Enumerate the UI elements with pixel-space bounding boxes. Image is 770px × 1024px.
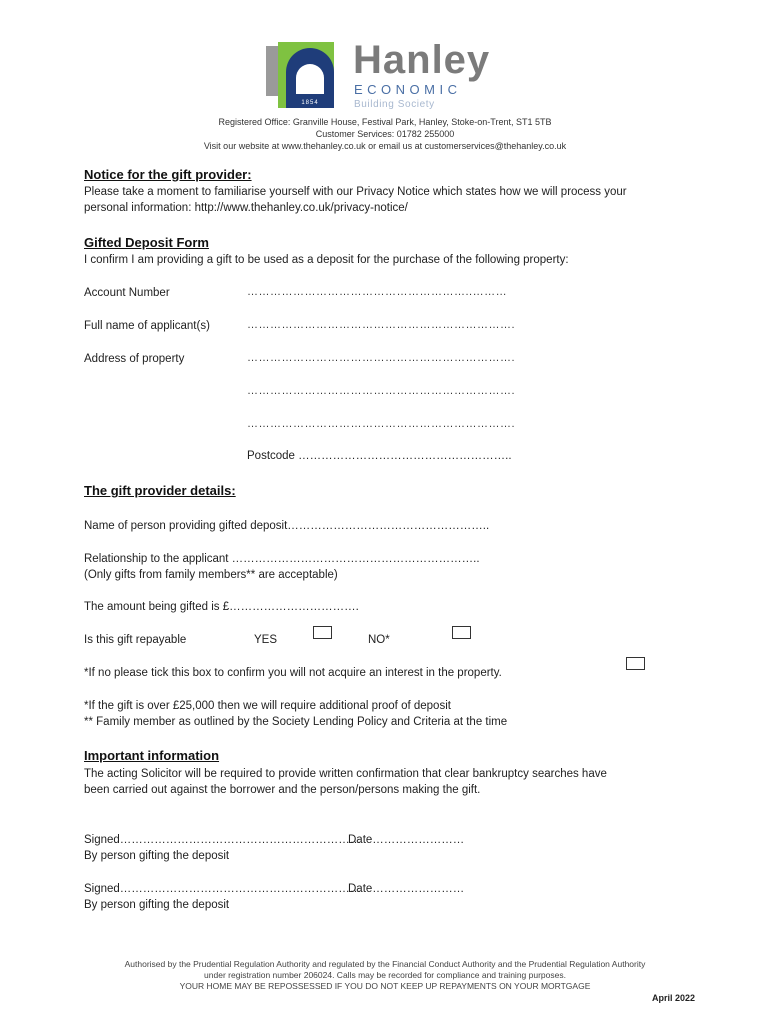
signature-field-1[interactable]: Signed……………………………………………………… xyxy=(84,834,362,846)
yes-checkbox[interactable] xyxy=(313,626,332,639)
form-intro: I confirm I am providing a gift to be used as a deposit for the purchase of the following property: xyxy=(84,254,569,266)
family-member-note: ** Family member as outlined by the Society Lending Policy and Criteria at the time xyxy=(84,716,508,728)
over-limit-note: *If the gift is over £25,000 then we will require additional proof of deposit xyxy=(84,700,451,712)
important-line-1: The acting Solicitor will be required to provide written confirmation that clear bankruptcy searches have xyxy=(84,768,607,780)
notice-heading: Notice for the gift provider: xyxy=(84,167,252,182)
no-interest-checkbox[interactable] xyxy=(626,657,645,670)
logo-economic: ECONOMIC xyxy=(354,82,462,97)
signature-date-field-2[interactable]: Date…………………… xyxy=(348,883,465,895)
property-address-field-2[interactable]: ……………………………………………………………. xyxy=(247,385,516,397)
account-number-label: Account Number xyxy=(84,287,170,299)
signature-date-field-1[interactable]: Date…………………… xyxy=(348,834,465,846)
important-heading: Important information xyxy=(84,748,220,763)
hanley-arch-logo-icon xyxy=(266,42,336,108)
signature-field-2[interactable]: Signed……………………………………………………… xyxy=(84,883,362,895)
no-label: NO* xyxy=(368,634,390,646)
repayable-label: Is this gift repayable xyxy=(84,634,187,646)
property-address-label: Address of property xyxy=(84,353,185,365)
property-address-field-3[interactable]: ……………………………………………………………. xyxy=(247,418,516,430)
postcode-field[interactable]: Postcode ……………………………………………….. xyxy=(247,450,512,462)
relationship-field[interactable]: Relationship to the applicant ……………………………………………………….. xyxy=(84,553,480,565)
customer-services: Customer Services: 01782 255000 xyxy=(315,129,455,139)
notice-line-2[interactable]: personal information: http://www.thehanley.co.uk/privacy-notice/ xyxy=(84,202,408,214)
logo-year: 1854 xyxy=(301,100,319,106)
provider-heading: The gift provider details: xyxy=(84,483,236,498)
applicant-name-field[interactable]: ……………………………………………………………. xyxy=(247,319,516,331)
form-heading: Gifted Deposit Form xyxy=(84,235,209,250)
applicant-name-label: Full name of applicant(s) xyxy=(84,320,210,332)
property-address-field-1[interactable]: ……………………………………………………………. xyxy=(247,352,516,364)
important-line-2: been carried out against the borrower and the person/persons making the gift. xyxy=(84,784,481,796)
gift-amount-field[interactable]: The amount being gifted is £……………………………. xyxy=(84,601,359,613)
provider-name-field[interactable]: Name of person providing gifted deposit…………………………………………….. xyxy=(84,520,490,532)
yes-label: YES xyxy=(254,634,278,646)
signature-caption-1: By person gifting the deposit xyxy=(84,850,230,862)
footer-line-1: Authorised by the Prudential Regulation Authority and regulated by the Financial Conduct Authority and the Prudential Regulation Authority xyxy=(124,959,646,969)
registered-office: Registered Office: Granville House, Festival Park, Hanley, Stoke-on-Trent, ST1 5TB xyxy=(218,117,552,127)
relationship-note: (Only gifts from family members** are acceptable) xyxy=(84,569,338,581)
footer-line-2: under registration number 206024. Calls may be recorded for compliance and training purposes. xyxy=(204,970,566,980)
website-line[interactable]: Visit our website at www.thehanley.co.uk or email us at customerservices@thehanley.co.uk xyxy=(203,141,567,151)
logo-name: Hanley xyxy=(353,38,491,82)
no-checkbox[interactable] xyxy=(452,626,471,639)
no-interest-note: *If no please tick this box to confirm you will not acquire an interest in the property. xyxy=(84,667,502,679)
notice-line-1: Please take a moment to familiarise yourself with our Privacy Notice which states how we will process your xyxy=(84,186,627,198)
footer-line-3: YOUR HOME MAY BE REPOSSESSED IF YOU DO NOT KEEP UP REPAYMENTS ON YOUR MORTGAGE xyxy=(179,981,591,991)
account-number-field[interactable]: …………………………………………………..……… xyxy=(247,286,508,298)
signature-caption-2: By person gifting the deposit xyxy=(84,899,230,911)
document-date: April 2022 xyxy=(651,993,695,1003)
hanley-logo xyxy=(266,38,506,112)
logo-building-society: Building Society xyxy=(354,99,435,110)
